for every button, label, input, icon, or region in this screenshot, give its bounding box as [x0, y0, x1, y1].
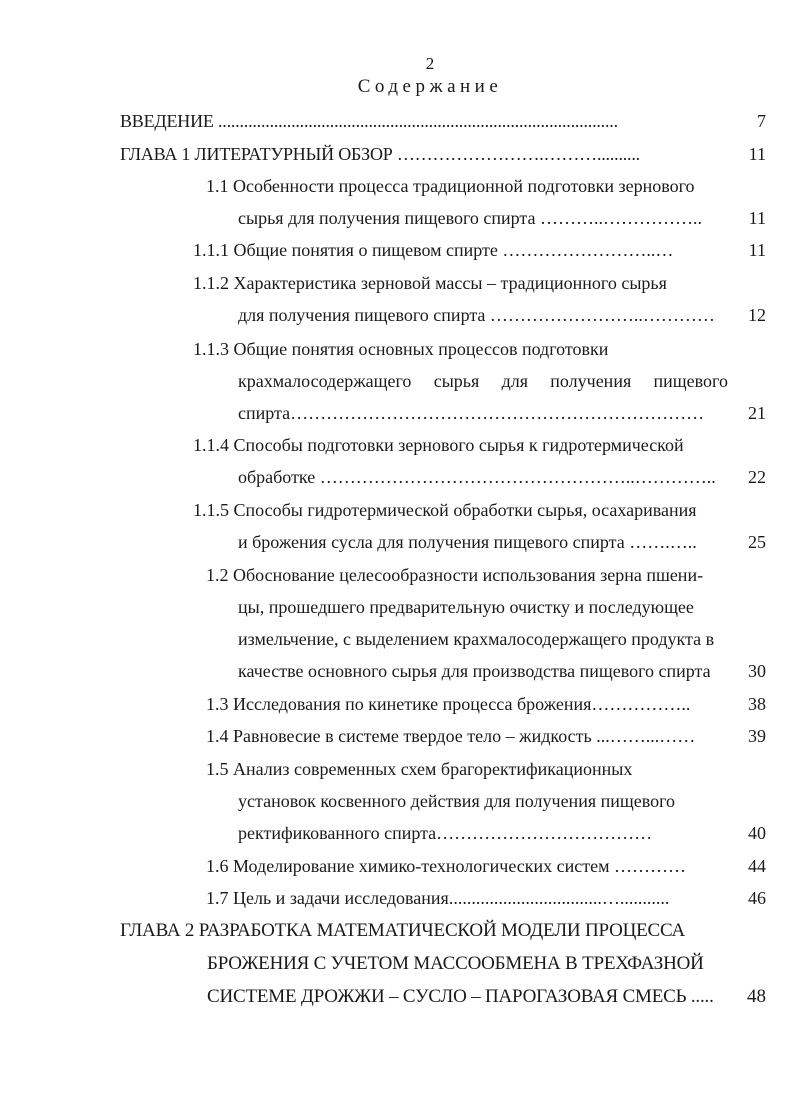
- toc-entry-1-3[interactable]: 1.3 Исследования по кинетике процесса брожения……………..: [206, 694, 691, 714]
- toc-entry-1-1-1[interactable]: 1.1.1 Общие понятия о пищевом спирте ……………………..…: [193, 240, 674, 260]
- toc-entry-chapter-2-line2[interactable]: БРОЖЕНИЯ С УЧЕТОМ МАССООБМЕНА В ТРЕХФАЗНОЙ: [207, 953, 704, 974]
- toc-entry-1-5-line1[interactable]: 1.5 Анализ современных схем брагоректификационных: [206, 759, 633, 779]
- toc-page-chapter-2: 48: [747, 986, 766, 1007]
- toc-page-1-3: 38: [748, 694, 766, 714]
- toc-page-1-1: 11: [748, 208, 766, 228]
- toc-page-1-1-1: 11: [748, 240, 766, 260]
- word: сырья: [433, 371, 480, 391]
- toc-entry-1-1-4-line2[interactable]: обработке ……………………………………………..…………..: [238, 467, 716, 487]
- toc-entry-intro[interactable]: ВВЕДЕНИЕ .............................................................................................: [120, 111, 618, 131]
- toc-page-1-1-3: 21: [748, 403, 766, 423]
- toc-entry-1-1-4-line1[interactable]: 1.1.4 Способы подготовки зернового сырья к гидротермической: [193, 435, 684, 455]
- toc-page-1-1-5: 25: [748, 532, 766, 552]
- word: крахмалосодержащего: [238, 371, 412, 391]
- toc-page-1-7: 46: [748, 888, 766, 908]
- toc-entry-1-2-line4[interactable]: качестве основного сырья для производства пищевого спирта: [238, 661, 711, 681]
- toc-entry-1-1-2-line2[interactable]: для получения пищевого спирта ……………………..…………: [238, 305, 715, 325]
- toc-page-1-5: 40: [748, 823, 766, 843]
- toc-entry-1-1-3-line2[interactable]: [238, 370, 728, 392]
- toc-entry-chapter-2-line1[interactable]: ГЛАВА 2 РАЗРАБОТКА МАТЕМАТИЧЕСКОЙ МОДЕЛИ ПРОЦЕССА: [120, 920, 686, 941]
- toc-entry-1-1-2-line1[interactable]: 1.1.2 Характеристика зерновой массы – традиционного сырья: [193, 273, 667, 293]
- toc-entry-1-1-5-line2[interactable]: и брожения сусла для получения пищевого спирта …….…..: [238, 532, 697, 552]
- toc-page-1-4: 39: [748, 726, 766, 746]
- toc-page-1-6: 44: [748, 856, 766, 876]
- toc-entry-1-4[interactable]: 1.4 Равновесие в системе твердое тело – жидкость ...……...……: [206, 726, 696, 746]
- toc-entry-1-6[interactable]: 1.6 Моделирование химико-технологических систем …………: [206, 856, 687, 876]
- toc-entry-chapter-2-line3[interactable]: СИСТЕМЕ ДРОЖЖИ – СУСЛО – ПАРОГАЗОВАЯ СМЕСЬ .....: [207, 986, 714, 1007]
- toc-page-1-1-4: 22: [748, 467, 766, 487]
- toc-page-chapter-1: 11: [748, 144, 766, 164]
- toc-entry-1-2-line1[interactable]: 1.2 Обоснование целесообразности использования зерна пшени-: [206, 565, 704, 585]
- word: пищевого: [653, 371, 728, 391]
- word: для: [501, 371, 528, 391]
- toc-entry-1-7[interactable]: 1.7 Цель и задачи исследования..................................…...........: [206, 888, 670, 908]
- toc-entry-1-5-line3[interactable]: ректификованного спирта………………………………: [238, 823, 653, 843]
- toc-entry-1-2-line2[interactable]: цы, прошедшего предварительную очистку и последующее: [238, 597, 694, 617]
- toc-page-intro: 7: [757, 111, 766, 131]
- toc-entry-1-1-line1[interactable]: 1.1 Особенности процесса традиционной подготовки зернового: [206, 176, 695, 196]
- toc-page-1-2: 30: [748, 661, 766, 681]
- page-number: 2: [425, 54, 435, 73]
- toc-entry-1-1-5-line1[interactable]: 1.1.5 Способы гидротермической обработки сырья, осахаривания: [193, 500, 697, 520]
- toc-page-1-1-2: 12: [748, 305, 766, 325]
- page-title: Содержание: [357, 76, 503, 97]
- toc-entry-1-1-3-line3[interactable]: спирта……………………………………………………………: [238, 403, 705, 423]
- toc-entry-1-5-line2[interactable]: установок косвенного действия для получения пищевого: [238, 791, 676, 811]
- toc-entry-1-1-3-line1[interactable]: 1.1.3 Общие понятия основных процессов подготовки: [193, 339, 609, 359]
- toc-entry-chapter-1[interactable]: ГЛАВА 1 ЛИТЕРАТУРНЫЙ ОБЗОР …………………….………..........: [120, 144, 640, 164]
- toc-entry-1-1-line2[interactable]: сырья для получения пищевого спирта ………..……………..: [238, 208, 702, 228]
- toc-entry-1-2-line3[interactable]: измельчение, с выделением крахмалосодержащего продукта в: [238, 629, 715, 649]
- word: получения: [550, 371, 632, 391]
